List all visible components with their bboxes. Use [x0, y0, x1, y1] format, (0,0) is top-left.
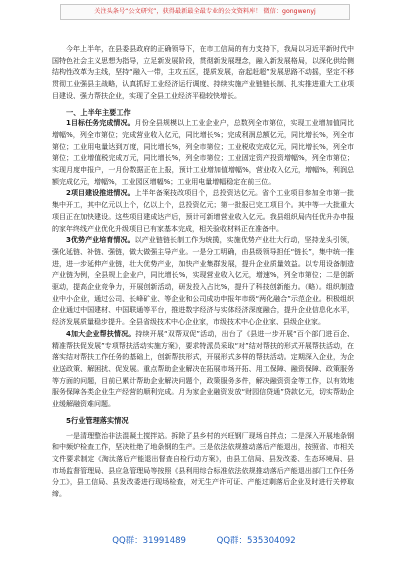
item-2-title: 2项目建设推进情况。 — [66, 189, 135, 198]
item-2-body: 上半年备案技改项目个，总投资达亿元。省个工业项目参加全市第一批集中开工，其中亿元以上个，亿以上个，总投资亿元；第一批报已完工项目个。其中等一大批重大项目正在加快建设。这些项目建成达产后，预计可新增营业收入亿元。我县组织局内任优升办申报的家年终线产业优化升级项目已有家基本完成，相关验收材料正在准备中。 — [52, 189, 354, 233]
top-banner: 关注头条号“公文研究”，获得最新最全最专业的公文资料库！ 微信：gongwenyj — [60, 4, 350, 20]
item-4-body: 持续开展“双帮双促”活动，出台了《县进一步开展“百个部门进百企、精准帮扶促发展”专项帮扶活动实施方案》，要求特派员采取“对”结对帮扶的形式开展帮扶活动，在落实结对帮扶工作任务的基础上，创新帮扶形式，开展形式多样的帮扶活动。定期深入企业，为企业送政策、解困扰、促发展。重点帮助企业解决在拓展市场开拓、用工保障、融资保障、政策服务等方面的问题，目前已累计帮助企业解决问题个，政策服务多件，解决融资资金等工作，以有效地服务保障各类企业生产经营的顺利完成。月为家企业融资发放“财园信贷通”贷款亿元，切实帮助企业缓解融资难问题。 — [52, 329, 354, 409]
footer-qq-group-2: QQ群：535304092 — [216, 536, 296, 546]
item-4-paragraph — [52, 329, 354, 411]
item-1-paragraph — [52, 118, 354, 188]
footer-qq-group-1: QQ群：31991489 — [112, 536, 186, 546]
section-heading: 一、上半年主要工作 — [66, 107, 131, 117]
document-body — [52, 44, 354, 501]
item-1-body: 月份全县规模以上工业企业户，总数列全市第位，实现工业增加值同比增幅%，列全市第位；完成营业收入亿元，同比增长%；完成利润总额亿元，同比增长%，列全市第位；工业用电量达到万度，同比增长%，列全市第位；工业税收完成亿元，同比增长%，列全市第位；工业增值税完成万元，同比增长%，列全市第位；工业固定资产投资增幅%，列全市第位；实现月度申报户，一月份数据正在上报，预计工业增加值增幅%，营业收入亿元，增幅%，利润总额完成亿元，增幅%，工业园区增幅%；工业用电量增幅稳定在前三位。 — [52, 119, 354, 186]
footer-contacts — [0, 534, 408, 546]
item-2-paragraph — [52, 188, 354, 235]
intro-paragraph: 今年上半年，在县委县政府的正确领导下，在市工信局的有力支持下，我局以习近平新时代中国特色社会主义思想为指导，立足新发展阶段，贯彻新发展理念，融入新发展格局，以深化供给侧结构性改革为主线，坚持“融入一带，主攻五区，提质发展，奋起赶超”发展思路不动摇，坚定不移贯彻工业强县主战略，认真抓好工业经济运行调度、持续实施产业链链长制、扎实推进重大工业项目建设、强力帮扶企业，实现了全县工业经济平稳较快增长。 — [52, 45, 354, 100]
item-3-title: 3优势产业培育情况。 — [66, 236, 135, 245]
item-1-title: 1目标任务完成情况。 — [66, 119, 135, 128]
item-3-body: 以产业链链长制工作为统揽，实施优势产业壮大行动，坚持龙头引领，强化延链、补链、强链，做大做强主导产业。一是分工明确，由县级领导担任“链长”，集中统一推进，进一步延伸产业链，壮大优势产业，加快产业集群发展，提升企业质量效益。以专用设备制造产业链为例，全县规上企业户，同比增长%，实现营业收入亿元，增速%，列全市第位；二是创新驱动，提高企业竞争力，开展创新活动，研发投入占比%，提升了科技创新能力。（略）。组织制造业中小企业，通过公司、长峰矿业、等企业和公司成功申报年市级“两化融合”示范企业。积极组织企业通过中国建材、中国联通等平台，推进数字经济与实体经济深度融合，提升企业信息化水平，经济发展质量稳步提升。全县省级技术中心企业家，市级技术中心企业家、县级企业家。 — [52, 236, 354, 327]
item-3-paragraph — [52, 235, 354, 329]
item-5-body: 一是清理整治非法混凝土搅拌站。拆除了县乡村的兴旺钢厂现场自拌点；二是深入开展地条钢和中频炉检查工作，坚决杜绝了地条钢的生产。三是依法依规推动落后产能退出，按照省、市相关文件要求制定《淘汰落后产能退出督查自检行动方案》，由县工信局、县发改委、生态环境局、县市场监督管理局、县应急管理局等按照《县利用综合标准依法依规推动落后产能退出部门工作任务分工》，县工信局、县发改委进行现场检查，对无生产许可证、产能过剩落后企业及时进行关停取缔。 — [52, 431, 354, 499]
item-5-title: 5行业管理落实情况 — [66, 415, 129, 425]
item-4-title: 4加大企业帮扶情况。 — [66, 329, 136, 338]
